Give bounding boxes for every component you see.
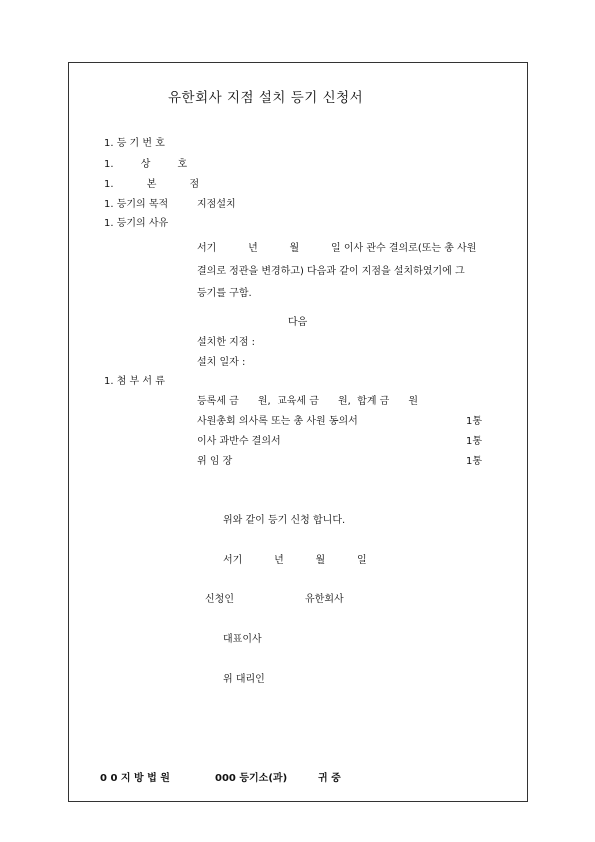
attachment-1-name: 사원총회 의사록 또는 총 사원 동의서 [197, 416, 358, 427]
court-name: 0 0 지 방 법 원 [100, 773, 170, 784]
branch-label: 설치한 지점 : [197, 337, 256, 348]
agent-label: 위 대리인 [223, 674, 265, 685]
attachment-3-name: 위 임 장 [197, 456, 233, 467]
registry-office: 000 등기소(과) [215, 773, 288, 784]
attachment-2-name: 이사 과반수 결의서 [197, 436, 281, 447]
fees-line: 등록세 금 원, 교육세 금 원, 합계 금 원 [197, 396, 419, 407]
representative-label: 대표이사 [223, 634, 262, 645]
trade-name-label: 1. 상 호 [104, 159, 188, 170]
attachment-2-count: 1통 [466, 436, 483, 447]
document-border [68, 62, 528, 802]
registration-purpose-value: 지점설치 [197, 199, 236, 210]
closing-statement: 위와 같이 등기 신청 합니다. [223, 515, 346, 526]
addressee: 귀 중 [318, 773, 341, 784]
detail-heading: 다음 [288, 317, 308, 328]
document-title: 유한회사 지점 설치 등기 신청서 [168, 90, 364, 106]
head-office-label: 1. 본 점 [104, 179, 200, 190]
cause-line-3: 등기를 구함. [197, 288, 252, 299]
attachment-3-count: 1통 [466, 456, 483, 467]
registration-purpose-label: 1. 등기의 목적 [104, 199, 169, 210]
cause-line-2: 결의로 정관을 변경하고) 다음과 같이 지점을 설치하였기에 그 [197, 265, 465, 277]
registration-cause-text [197, 238, 497, 306]
attachment-1-count: 1통 [466, 416, 483, 427]
registration-number-label: 1. 등 기 번 호 [104, 138, 165, 149]
cause-line-1: 서기 년 월 일 이사 관수 결의로(또는 총 사원 [197, 243, 477, 254]
attachments-label: 1. 첨 부 서 류 [104, 376, 165, 387]
applicant-label: 신청인 [205, 594, 234, 605]
applicant-company: 유한회사 [305, 594, 344, 605]
registration-cause-label: 1. 등기의 사유 [104, 218, 169, 229]
installation-date-label: 설치 일자 : [197, 357, 246, 368]
closing-date-line: 서기 년 월 일 [223, 555, 367, 566]
